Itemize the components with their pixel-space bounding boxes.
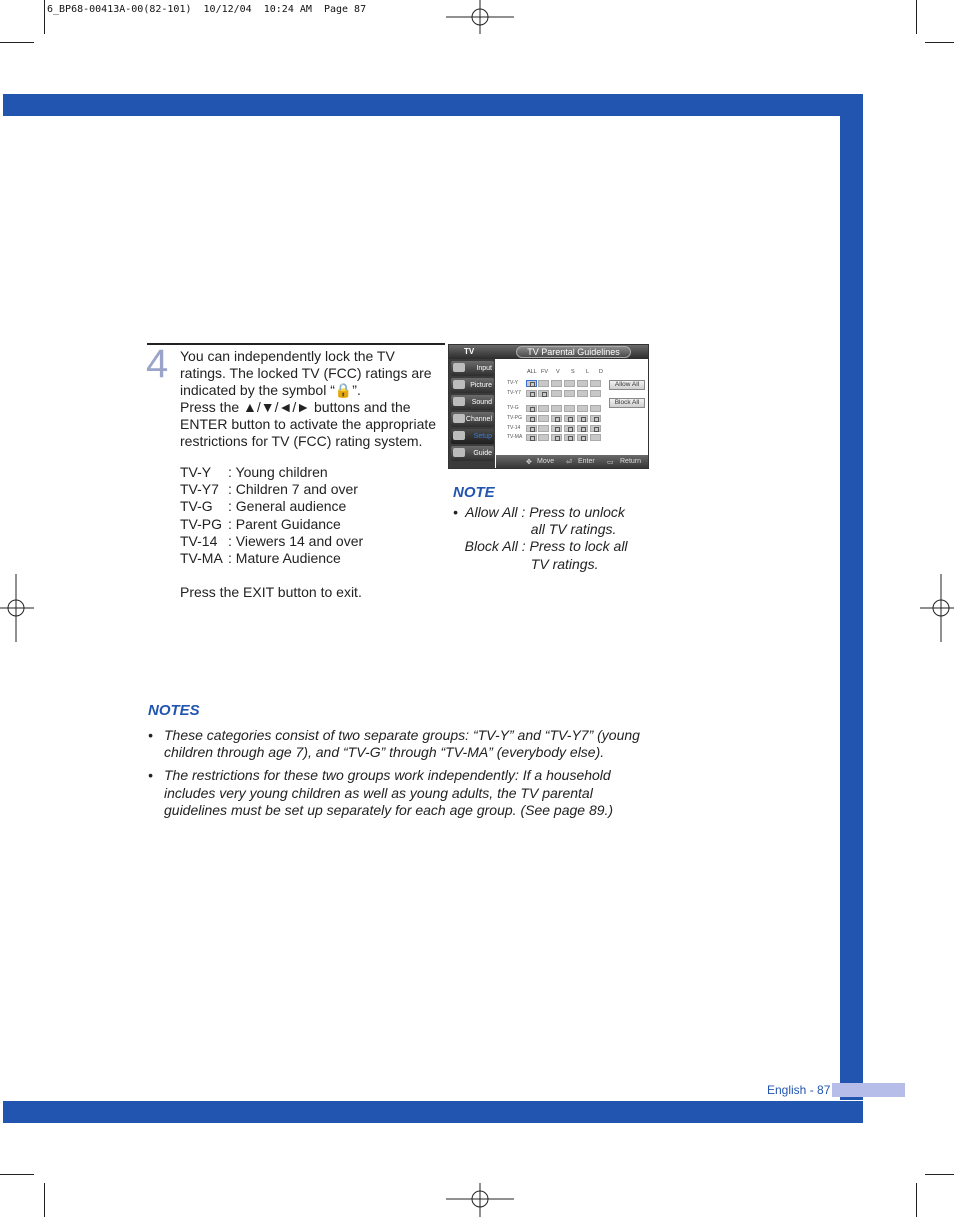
- rating-row: [180, 533, 363, 550]
- rating-desc: : Young children: [228, 464, 328, 480]
- grid-cell-locked[interactable]: [577, 425, 588, 432]
- grid-cell-locked[interactable]: [526, 425, 537, 432]
- grid-cell[interactable]: [551, 390, 562, 397]
- grid-cell[interactable]: [538, 425, 549, 432]
- rating-row: [180, 464, 363, 481]
- frame-band-bottom: [3, 1101, 863, 1123]
- grid-cell[interactable]: [538, 434, 549, 441]
- rating-code: TV-G: [180, 498, 213, 515]
- tv-menu-setup[interactable]: Setup: [451, 429, 494, 444]
- grid-cell[interactable]: [538, 415, 549, 422]
- rating-code: TV-Y: [180, 464, 212, 480]
- grid-cell-locked[interactable]: [590, 425, 601, 432]
- rating-row: [180, 481, 363, 498]
- rating-desc: : Mature Audience: [228, 550, 341, 567]
- allow-all-button[interactable]: Allow All: [609, 380, 645, 390]
- grid-cell-locked[interactable]: [526, 434, 537, 441]
- move-icon: ✥: [526, 459, 532, 466]
- exit-instruction: Press the EXIT button to exit.: [180, 584, 362, 600]
- grid-cell-locked[interactable]: [526, 405, 537, 412]
- bullet-icon: •: [148, 767, 153, 784]
- rating-row: [180, 516, 363, 533]
- grid-column-fv: FV: [541, 369, 549, 375]
- registration-mark-icon: [446, 0, 514, 36]
- crop-mark: [916, 0, 917, 34]
- grid-cell-locked[interactable]: [538, 390, 549, 397]
- notes-item: • These categories consist of two separate groups: “TV-Y” and “TV-Y7” (young children through age 7), and “TV-G” through “TV-MA” (everybody else).: [148, 727, 640, 761]
- note-line: all TV ratings.: [453, 521, 617, 538]
- notes-list: [148, 727, 648, 825]
- footer-move: Move: [537, 458, 555, 465]
- grid-cell-locked[interactable]: [526, 390, 537, 397]
- grid-row-label: TV-Y: [507, 380, 519, 386]
- grid-cell[interactable]: [551, 405, 562, 412]
- crop-mark: [925, 42, 954, 43]
- grid-row-label: TV-PG: [507, 415, 523, 421]
- footer-enter: Enter: [578, 458, 595, 465]
- rating-code: TV-MA: [180, 550, 223, 567]
- note-line: • Allow All : Press to unlock: [453, 504, 625, 520]
- page-number: English - 87: [767, 1083, 831, 1097]
- grid-row-label: TV-14: [507, 425, 521, 431]
- grid-cell-locked[interactable]: [577, 434, 588, 441]
- grid-column-l: L: [586, 369, 590, 375]
- grid-cell-locked[interactable]: [526, 415, 537, 422]
- grid-column-d: D: [599, 369, 603, 375]
- grid-cell-locked[interactable]: [551, 415, 562, 422]
- sound-icon: [453, 397, 465, 406]
- footer-return: Return: [620, 458, 642, 465]
- grid-cell[interactable]: [564, 390, 575, 397]
- grid-cell[interactable]: [538, 405, 549, 412]
- crop-mark: [925, 1174, 954, 1175]
- tv-menu-title: TV Parental Guidelines: [516, 346, 631, 358]
- tv-menu-guide[interactable]: Guide: [451, 446, 494, 461]
- notes-heading: NOTES: [148, 702, 200, 719]
- note-body: [453, 504, 628, 573]
- registration-mark-icon: [446, 1183, 514, 1217]
- guide-icon: [453, 448, 465, 457]
- rating-code: TV-PG: [180, 515, 223, 532]
- print-header: 6_BP68-00413A-00(82-101) 10/12/04 10:24 AM Page 87: [47, 4, 367, 15]
- grid-cell[interactable]: [577, 380, 588, 387]
- grid-cell-locked[interactable]: [564, 415, 575, 422]
- grid-cell-locked[interactable]: [590, 415, 601, 422]
- grid-cell-locked[interactable]: [526, 380, 537, 387]
- rating-desc: : Children 7 and over: [228, 481, 358, 498]
- grid-cell[interactable]: [538, 380, 549, 387]
- grid-column-all: ALL: [527, 369, 537, 375]
- input-icon: [453, 363, 465, 372]
- registration-mark-icon: [0, 574, 36, 642]
- note-line: TV ratings.: [453, 555, 599, 572]
- tv-menu-input[interactable]: Input: [451, 361, 494, 376]
- tv-menu-sidebar: [449, 359, 495, 469]
- step-instructions: [180, 348, 442, 450]
- grid-cell[interactable]: [577, 390, 588, 397]
- grid-row-label: TV-MA: [507, 434, 523, 440]
- note-line: Block All : Press to lock all: [453, 538, 628, 555]
- tv-menu-sound[interactable]: Sound: [451, 395, 494, 410]
- grid-column-s: S: [571, 369, 575, 375]
- tv-menu-channel[interactable]: Channel: [451, 412, 494, 427]
- rating-desc: : General audience: [228, 498, 347, 515]
- rating-code: TV-Y7: [180, 481, 219, 498]
- tv-screen-illustration: [448, 344, 649, 469]
- picture-icon: [453, 380, 465, 389]
- note-heading: NOTE: [453, 484, 495, 501]
- grid-cell[interactable]: [590, 380, 601, 387]
- return-icon: ▭: [607, 459, 614, 466]
- crop-mark: [44, 0, 45, 34]
- registration-mark-icon: [920, 574, 954, 642]
- grid-cell[interactable]: [590, 390, 601, 397]
- tv-menu-picture[interactable]: Picture: [451, 378, 494, 393]
- frame-band-top: [3, 94, 863, 116]
- setup-icon: [453, 431, 465, 440]
- crop-mark: [916, 1183, 917, 1217]
- grid-cell[interactable]: [564, 405, 575, 412]
- tv-ratings-panel: [496, 359, 649, 456]
- grid-cell-locked[interactable]: [577, 415, 588, 422]
- grid-cell[interactable]: [564, 380, 575, 387]
- crop-mark: [0, 1174, 34, 1175]
- grid-cell[interactable]: [577, 405, 588, 412]
- grid-cell-locked[interactable]: [551, 434, 562, 441]
- grid-row-label: TV-G: [507, 405, 519, 411]
- notes-item: • The restrictions for these two groups work independently: If a household includes very young children as well as young adults, the TV parental guidelines must be set up separately for each age group. (See page 89.): [148, 767, 614, 818]
- step-number: 4: [146, 342, 169, 386]
- enter-icon: ⏎: [566, 459, 572, 466]
- rating-desc: : Parent Guidance: [228, 515, 341, 532]
- bullet-icon: •: [148, 727, 153, 743]
- grid-column-v: V: [556, 369, 560, 375]
- tv-footer: [496, 455, 649, 469]
- step-paragraph: You can independently lock the TV ratings. The locked TV (FCC) ratings are indicated by the symbol “🔒”.: [180, 348, 432, 398]
- tv-titlebar: [449, 345, 648, 359]
- tv-label: TV: [464, 347, 475, 356]
- grid-cell[interactable]: [590, 434, 601, 441]
- rating-row: [180, 550, 363, 567]
- step-paragraph: Press the ▲/▼/◄/► buttons and the ENTER button to activate the appropriate restrictions for TV (FCC) rating system.: [180, 399, 437, 449]
- rating-desc: : Viewers 14 and over: [228, 532, 364, 549]
- page-tab: [832, 1083, 905, 1097]
- grid-cell[interactable]: [551, 380, 562, 387]
- channel-icon: [453, 414, 465, 423]
- rating-row: [180, 498, 363, 515]
- rating-code: TV-14: [180, 532, 218, 549]
- grid-cell-locked[interactable]: [551, 425, 562, 432]
- crop-mark: [44, 1183, 45, 1217]
- grid-row-label: TV-Y7: [507, 390, 521, 396]
- grid-cell-locked[interactable]: [564, 425, 575, 432]
- crop-mark: [0, 42, 34, 43]
- grid-cell-locked[interactable]: [564, 434, 575, 441]
- grid-cell[interactable]: [590, 405, 601, 412]
- ratings-list: [180, 464, 363, 567]
- frame-band-right: [840, 94, 863, 1100]
- block-all-button[interactable]: Block All: [609, 398, 645, 408]
- step-rule: [147, 343, 445, 345]
